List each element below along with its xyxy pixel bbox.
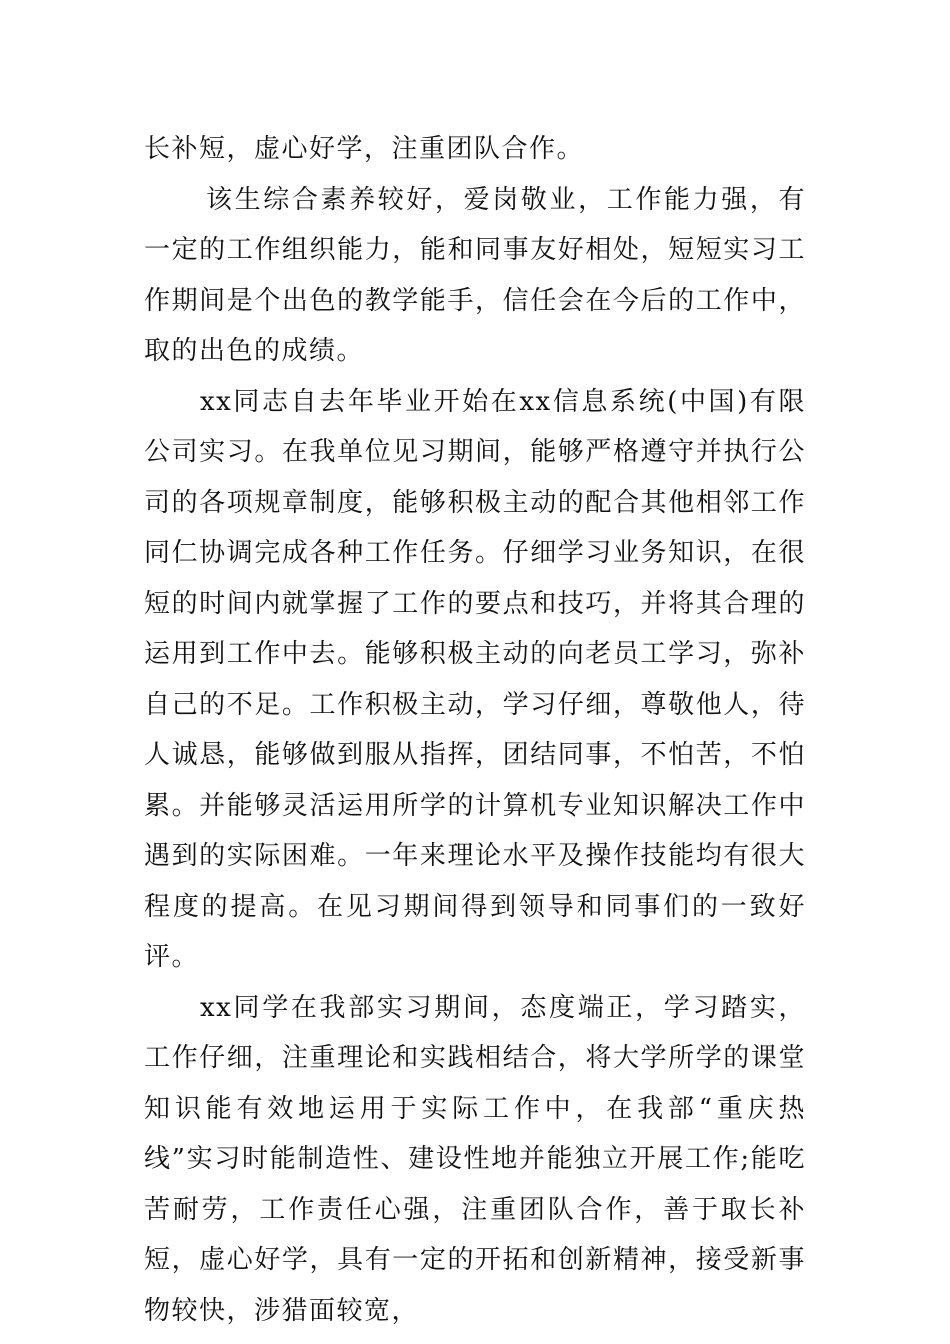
paragraph-continuation: 长补短，虚心好学，注重团队合作。 xyxy=(144,134,585,164)
paragraph-evaluation-2: xx同志自去年毕业开始在xx信息系统(中国)有限公司实习。在我单位见习期间，能够严格遵守并执行公司的各项规章制度，能够积极主动的配合其他相邻工作同仁协调完成各种工作任务。仔细学习业务知识，在很短的时间内就掌握了工作的要点和技巧，并将其合理的运用到工作中去。能够积极主动的向老员工学习，弥补自己的不足。工作积极主动，学习仔细，尊敬他人，待人诚恳，能够做到服从指挥，团结同事，不怕苦，不怕累。并能够灵活运用所学的计算机专业知识解决工作中遇到的实际困难。一年来理论水平及操作技能均有很大程度的提高。在见习期间得到领导和同事们的一致好评。 xyxy=(144,386,806,972)
paragraph-evaluation-1: 该生综合素养较好，爱岗敬业，工作能力强，有一定的工作组织能力，能和同事友好相处，短短实习工作期间是个出色的教学能手，信任会在今后的工作中，取的出色的成绩。 xyxy=(144,184,806,366)
document-body xyxy=(144,124,806,1336)
paragraph-evaluation-3: xx同学在我部实习期间，态度端正，学习踏实，工作仔细，注重理论和实践相结合，将大学所学的课堂知识能有效地运用于实际工作中，在我部“重庆热线”实习时能制造性、建设性地并能独立开展工作;能吃苦耐劳，工作责任心强，注重团队合作，善于取长补短，虚心好学，具有一定的开拓和创新精神，接受新事物较快，涉猎面较宽， xyxy=(144,992,806,1326)
